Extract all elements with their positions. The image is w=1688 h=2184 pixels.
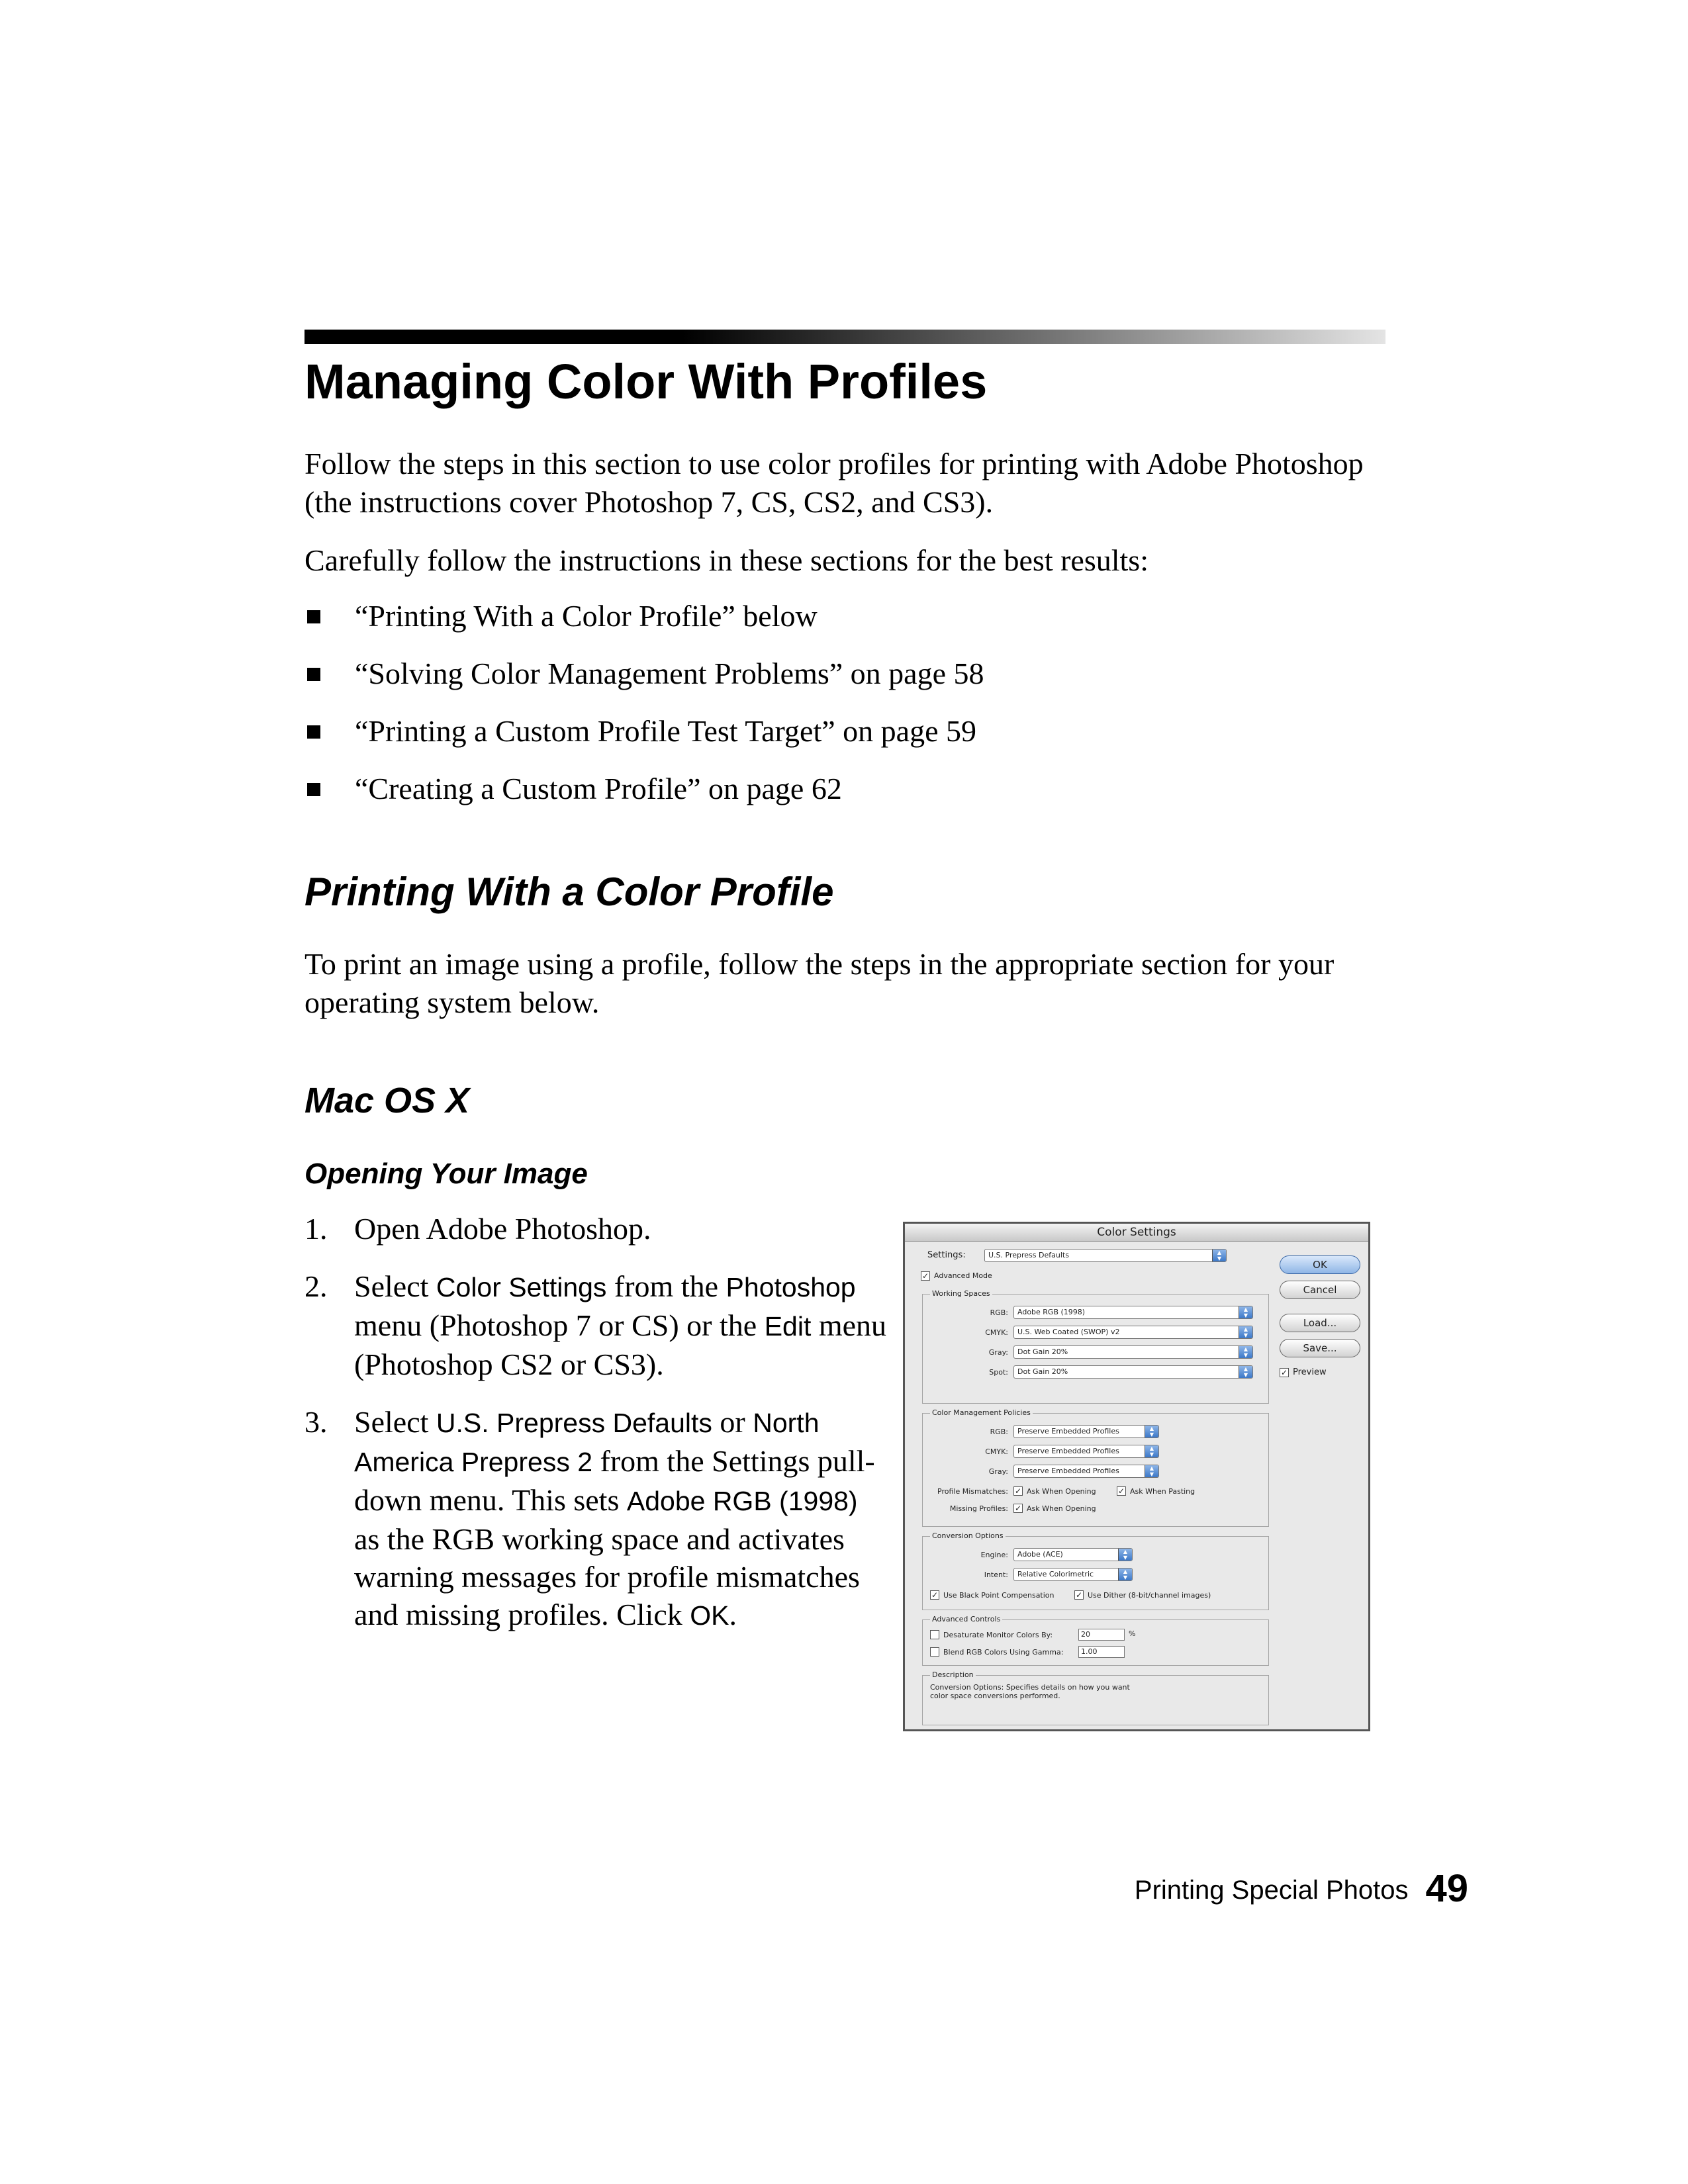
spot-label: Spot: <box>989 1368 1008 1377</box>
spot-working-space-select[interactable] <box>1013 1365 1253 1379</box>
dither-checkbox[interactable]: ✓ <box>1075 1590 1083 1600</box>
preview-checkbox[interactable]: ✓ <box>1280 1368 1288 1377</box>
working-spaces-legend: Working Spaces <box>930 1289 992 1298</box>
sub-heading: Opening Your Image <box>305 1158 588 1190</box>
save-button[interactable]: Save... <box>1280 1339 1360 1357</box>
step-2 <box>305 1267 887 1383</box>
os-heading: Mac OS X <box>305 1081 470 1120</box>
ui-term: North America Prepress 2 <box>354 1408 820 1477</box>
list-item <box>305 712 984 770</box>
ui-term: OK <box>690 1600 729 1631</box>
ask-pasting-checkbox[interactable]: ✓ <box>1117 1486 1125 1496</box>
percent-label: % <box>1129 1629 1136 1638</box>
square-bullet-icon <box>307 668 320 681</box>
blend-gamma-label: Blend RGB Colors Using Gamma: <box>943 1648 1064 1657</box>
chevron-updown-icon: ▲ ▼ <box>1239 1326 1252 1338</box>
chevron-updown-icon: ▲ ▼ <box>1239 1306 1252 1318</box>
bullet-text: “Printing a Custom Profile Test Target” on page 59 <box>355 714 976 748</box>
list-item <box>305 655 984 712</box>
policies-legend: Color Management Policies <box>930 1408 1033 1417</box>
cancel-button[interactable]: Cancel <box>1280 1281 1360 1299</box>
ask-opening-label: Ask When Opening <box>1027 1487 1096 1496</box>
bullet-text: “Creating a Custom Profile” on page 62 <box>355 772 842 805</box>
settings-label: Settings: <box>927 1250 966 1260</box>
section-intro: To print an image using a profile, follow the steps in the appropriate section for your operating system below. <box>305 947 1335 1019</box>
conversion-legend: Conversion Options <box>930 1531 1006 1540</box>
engine-label: Engine: <box>980 1551 1008 1559</box>
select-value: U.S. Web Coated (SWOP) v2 <box>1017 1328 1120 1336</box>
bullet-text: “Solving Color Management Problems” on page 58 <box>355 657 984 690</box>
advanced-mode-label: Advanced Mode <box>934 1271 992 1280</box>
ui-term: Photoshop <box>726 1272 856 1302</box>
preview-label: Preview <box>1293 1367 1327 1377</box>
engine-select[interactable] <box>1013 1548 1133 1561</box>
description-text: Conversion Options: Specifies details on how you want color space conversions performed. <box>930 1683 1130 1700</box>
select-value: Dot Gain 20% <box>1017 1367 1068 1376</box>
ui-term: Adobe RGB (1998) <box>626 1486 858 1516</box>
blend-gamma-input[interactable]: 1.00 <box>1078 1646 1125 1658</box>
load-button[interactable]: Load... <box>1280 1314 1360 1332</box>
lead-paragraph: Carefully follow the instructions in these sections for the best results: <box>305 543 1149 577</box>
description-legend: Description <box>930 1670 976 1679</box>
page-title: Managing Color With Profiles <box>305 354 988 409</box>
select-value: Adobe RGB (1998) <box>1017 1308 1086 1316</box>
policy-rgb-label: RGB: <box>990 1428 1008 1436</box>
black-point-checkbox[interactable]: ✓ <box>931 1590 939 1600</box>
desaturate-input[interactable]: 20 <box>1078 1629 1125 1641</box>
gray-label: Gray: <box>988 1348 1008 1357</box>
rgb-working-space-select[interactable] <box>1013 1306 1253 1319</box>
square-bullet-icon <box>307 783 320 796</box>
intent-label: Intent: <box>984 1570 1008 1579</box>
list-item <box>305 770 984 827</box>
step-text: Select <box>354 1405 436 1439</box>
step-text: from the Settings pull-down menu. This sets <box>354 1444 875 1517</box>
step-text: as the RGB working space and activates warning messages for profile mismatches and missing profiles. Click <box>354 1522 860 1631</box>
step-text: from the <box>606 1269 726 1303</box>
heading-rule <box>305 330 1385 344</box>
step-text: Select <box>354 1269 436 1303</box>
advanced-controls-group <box>922 1619 1269 1666</box>
cmyk-policy-select[interactable] <box>1013 1445 1159 1458</box>
step-text: or <box>712 1405 753 1439</box>
select-value: Relative Colorimetric <box>1017 1570 1094 1578</box>
chevron-updown-icon: ▲ ▼ <box>1145 1426 1158 1437</box>
select-value: Preserve Embedded Profiles <box>1017 1427 1119 1435</box>
policy-cmyk-label: CMYK: <box>985 1447 1008 1456</box>
step-text: menu (Photoshop CS2 or CS3). <box>354 1308 887 1381</box>
section-bullet-list <box>305 597 984 827</box>
gray-working-space-select[interactable] <box>1013 1345 1253 1359</box>
dither-label: Use Dither (8-bit/channel images) <box>1088 1591 1211 1600</box>
bullet-text: “Printing With a Color Profile” below <box>355 599 818 633</box>
advanced-controls-legend: Advanced Controls <box>930 1615 1002 1623</box>
steps-list <box>305 1210 887 1655</box>
step-text: menu (Photoshop 7 or CS) or the <box>354 1308 765 1342</box>
color-settings-dialog <box>903 1222 1370 1731</box>
step-text: . <box>729 1598 737 1631</box>
square-bullet-icon <box>307 610 320 623</box>
cmyk-working-space-select[interactable] <box>1013 1326 1253 1339</box>
page-footer <box>1135 1869 1468 1910</box>
chevron-updown-icon: ▲ ▼ <box>1239 1346 1252 1358</box>
step-number: 2. <box>305 1269 328 1303</box>
black-point-label: Use Black Point Compensation <box>943 1591 1055 1600</box>
chevron-updown-icon: ▲ ▼ <box>1145 1445 1158 1457</box>
chevron-updown-icon: ▲ ▼ <box>1239 1366 1252 1378</box>
rgb-label: RGB: <box>990 1308 1008 1317</box>
policy-gray-label: Gray: <box>988 1467 1008 1476</box>
step-1 <box>305 1210 887 1248</box>
blend-gamma-checkbox[interactable] <box>930 1647 939 1657</box>
desaturate-checkbox[interactable] <box>930 1630 939 1639</box>
cmyk-label: CMYK: <box>985 1328 1008 1337</box>
select-value: Adobe (ACE) <box>1017 1550 1063 1559</box>
ask-pasting-label: Ask When Pasting <box>1130 1487 1196 1496</box>
chevron-updown-icon: ▲ ▼ <box>1118 1549 1132 1561</box>
ok-button[interactable]: OK <box>1280 1255 1360 1274</box>
settings-select[interactable] <box>984 1249 1227 1262</box>
desaturate-label: Desaturate Monitor Colors By: <box>943 1631 1053 1639</box>
chevron-updown-icon: ▲ ▼ <box>1212 1250 1226 1261</box>
advanced-mode-checkbox[interactable]: ✓ <box>921 1271 929 1281</box>
select-value: Preserve Embedded Profiles <box>1017 1467 1119 1475</box>
rgb-policy-select[interactable] <box>1013 1425 1159 1438</box>
chevron-updown-icon: ▲ ▼ <box>1145 1465 1158 1477</box>
ui-term: Color Settings <box>436 1272 607 1302</box>
dialog-title: Color Settings <box>905 1224 1368 1242</box>
select-value: Preserve Embedded Profiles <box>1017 1447 1119 1455</box>
intent-select[interactable] <box>1013 1568 1133 1581</box>
ui-term: Edit <box>764 1311 812 1342</box>
intro-paragraph: Follow the steps in this section to use color profiles for printing with Adobe Photoshop (the instructions cover Photoshop 7, CS, CS2, and CS3). <box>305 447 1364 519</box>
gray-policy-select[interactable] <box>1013 1465 1159 1478</box>
list-item <box>305 597 984 655</box>
ask-opening-checkbox[interactable]: ✓ <box>1014 1486 1022 1496</box>
chevron-updown-icon: ▲ ▼ <box>1118 1569 1132 1580</box>
settings-select-value: U.S. Prepress Defaults <box>988 1251 1069 1259</box>
ui-term: U.S. Prepress Defaults <box>436 1408 712 1438</box>
step-number: 1. <box>305 1212 328 1246</box>
select-value: Dot Gain 20% <box>1017 1347 1068 1356</box>
mismatch-label: Profile Mismatches: <box>937 1487 1008 1496</box>
page-number: 49 <box>1425 1867 1468 1910</box>
missing-label: Missing Profiles: <box>949 1504 1008 1513</box>
step-text: Open Adobe Photoshop. <box>354 1212 651 1246</box>
ask-opening-missing-checkbox[interactable]: ✓ <box>1014 1504 1022 1513</box>
step-3 <box>305 1403 887 1635</box>
ask-opening-missing-label: Ask When Opening <box>1027 1504 1096 1513</box>
section-heading: Printing With a Color Profile <box>305 870 834 914</box>
footer-section-title: Printing Special Photos <box>1134 1876 1409 1905</box>
step-number: 3. <box>305 1405 328 1439</box>
square-bullet-icon <box>307 725 320 739</box>
